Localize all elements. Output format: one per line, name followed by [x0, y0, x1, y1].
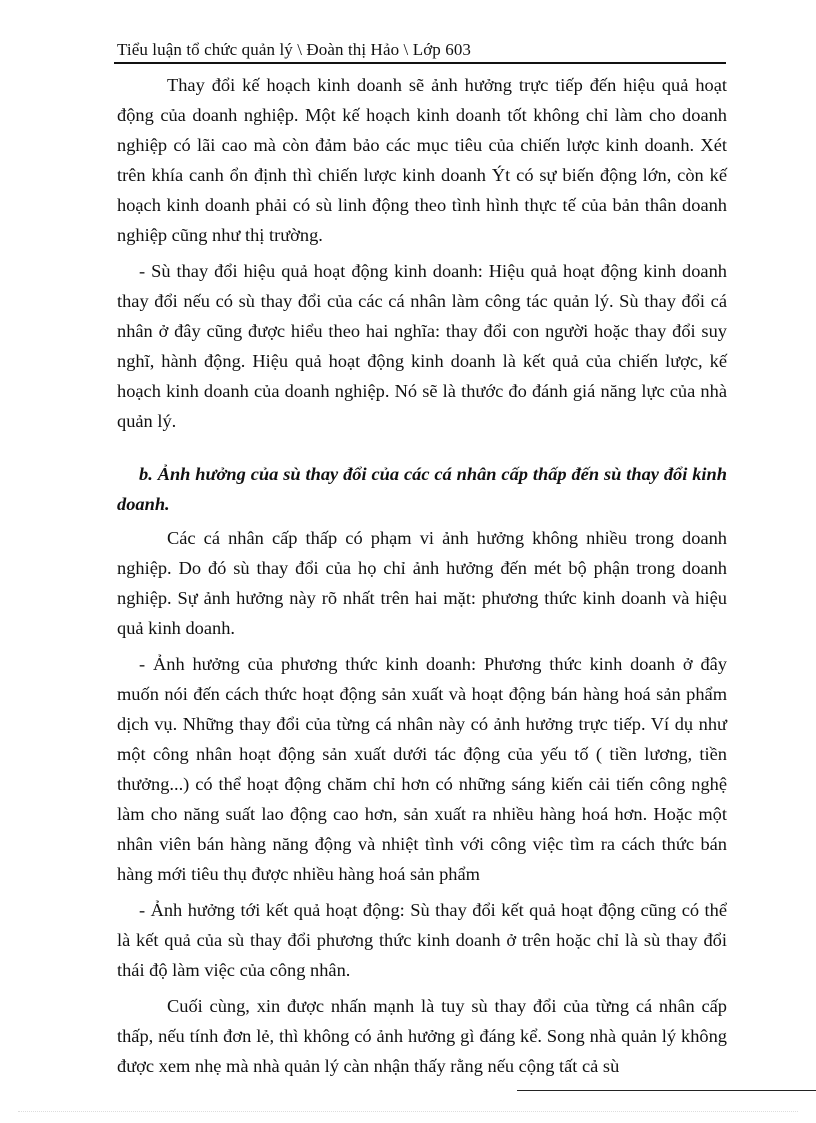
paragraph-business-plan-change: Thay đổi kế hoạch kinh doanh sẽ ảnh hưởng trực tiếp đến hiệu quả hoạt động của doanh nghiệp. Một kế hoạch kinh doanh tốt không chỉ làm cho doanh nghiệp có lãi cao mà còn đảm bảo các mục tiêu của chiến lược kinh doanh. Xét trên khía canh ổn định thì chiến lược kinh doanh Ýt có sự biến động lớn, còn kế hoạch kinh doanh phải có sù linh động theo tình hình thực tế của bản thân doanh nghiệp cũng như thị trường.	[117, 75, 727, 245]
section-heading-b: b. Ảnh hưởng của sù thay đổi của các cá nhân cấp thấp đến sù thay đổi kinh doanh.	[117, 464, 727, 514]
paragraph-low-level-individuals: Các cá nhân cấp thấp có phạm vi ảnh hưởng không nhiều trong doanh nghiệp. Do đó sù thay đổi của họ chỉ ảnh hưởng đến mét bộ phận trong doanh nghiệp. Sự ảnh hưởng này rõ nhất trên hai mặt: phương thức kinh doanh và hiệu quả kinh doanh.	[117, 528, 727, 638]
footer-rule	[517, 1090, 816, 1091]
paragraph-result-impact: - Ảnh hưởng tới kết quả hoạt động: Sù thay đổi kết quả hoạt động cũng có thể là kết quả của sù thay đổi phương thức kinh doanh ở trên hoặc chỉ là sù thay đổi thái độ làm việc của công nhân.	[117, 900, 727, 980]
paragraph-business-method-impact: - Ảnh hưởng của phương thức kinh doanh: Phương thức kinh doanh ở đây muốn nói đến cách thức hoạt động sản xuất và hoạt động bán hàng hoá sản phẩm dịch vụ. Những thay đổi của từng cá nhân này có ảnh hưởng trực tiếp. Ví dụ như một công nhân hoạt động sản xuất dưới tác động của yếu tố ( tiền lương, tiền thưởng...) có thể hoạt động chăm chỉ hơn có những sáng kiến cải tiến công nghệ làm cho năng suất lao động cao hơn, sản xuất ra nhiều hàng hoá hơn. Hoặc một nhân viên bán hàng năng động và nhiệt tình với công việc tìm ra cách thức bán hàng mới tiêu thụ được nhiều hàng hoá sản phẩm	[117, 654, 727, 884]
header-rule	[114, 62, 726, 64]
page-bottom-edge	[18, 1111, 798, 1112]
paragraph-efficiency-change: - Sù thay đổi hiệu quả hoạt động kinh doanh: Hiệu quả hoạt động kinh doanh thay đổi nếu có sù thay đổi của các cá nhân làm công tác quản lý. Sù thay đổi cá nhân ở đây cũng được hiểu theo hai nghĩa: thay đổi con người hoặc thay đổi suy nghĩ, hành động. Hiệu quả hoạt động kinh doanh là kết quả của chiến lược, kế hoạch kinh doanh của doanh nghiệp. Nó sẽ là thước đo đánh giá năng lực của nhà quản lý.	[117, 261, 727, 431]
document-body	[117, 70, 727, 1081]
paragraph-conclusion: Cuối cùng, xin được nhấn mạnh là tuy sù thay đổi của từng cá nhân cấp thấp, nếu tính đơn lẻ, thì không có ảnh hưởng gì đáng kể. Song nhà quản lý không được xem nhẹ mà nhà quản lý càn nhận thấy rằng nếu cộng tất cả sù	[117, 996, 727, 1076]
page-header: Tiểu luận tổ chức quản lý \ Đoàn thị Hảo \ Lớp 603	[117, 40, 472, 59]
